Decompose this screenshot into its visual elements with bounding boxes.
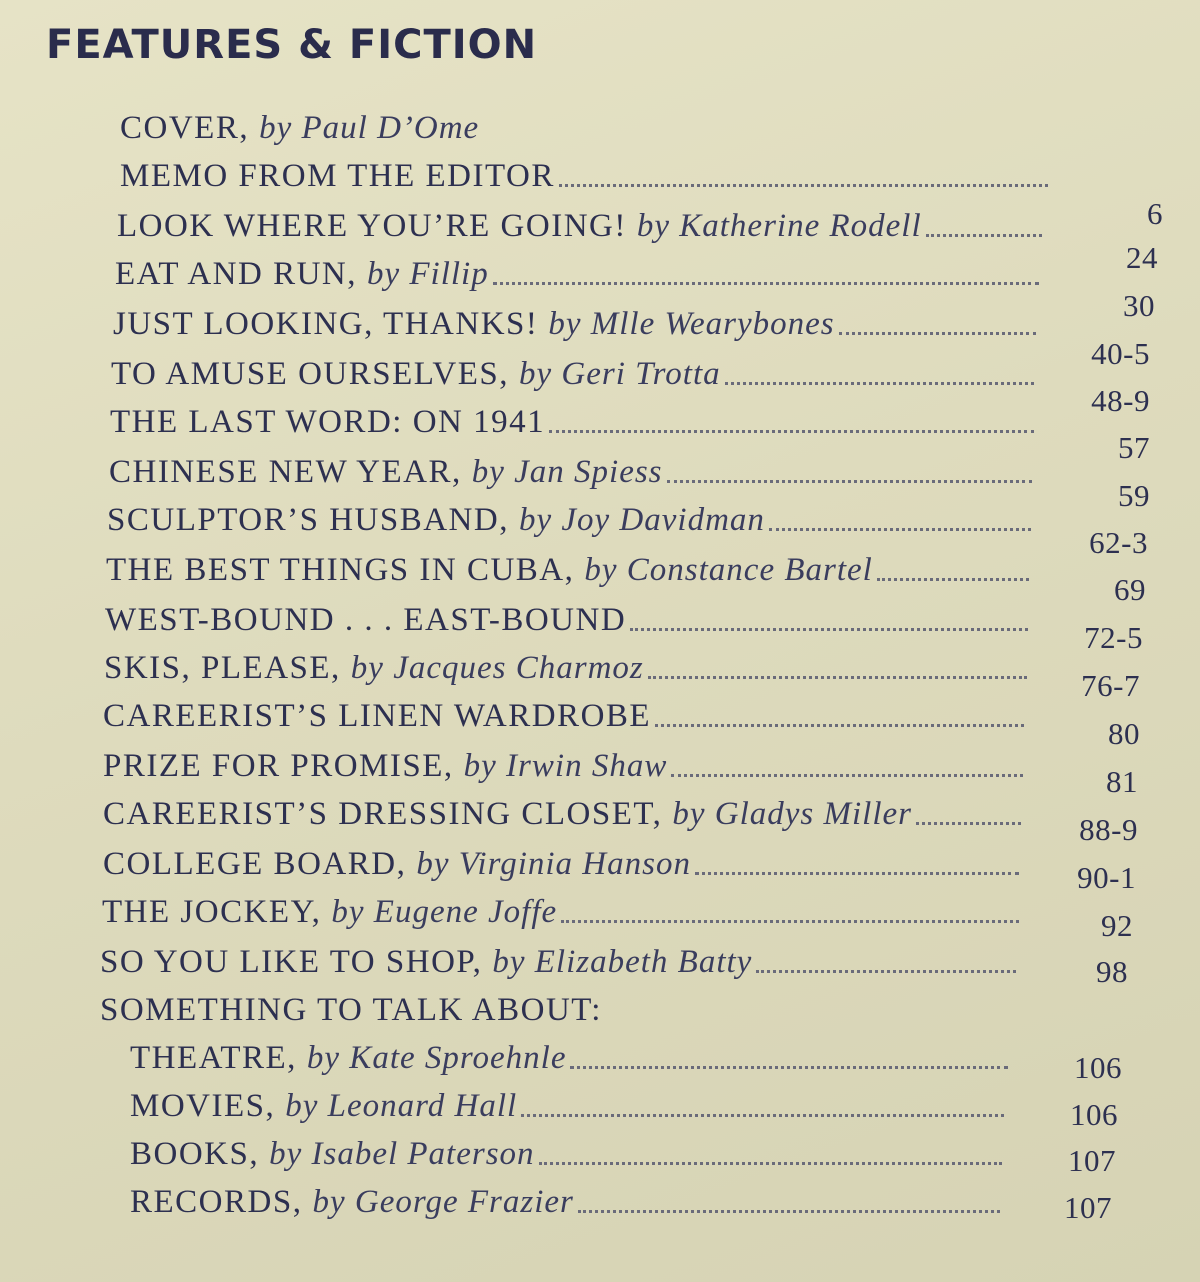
dot-leader — [559, 184, 1048, 187]
dot-leader — [521, 1114, 1004, 1117]
toc-entry — [120, 152, 1052, 196]
entry-title: BOOKS, — [130, 1136, 260, 1172]
toc-entry — [130, 1034, 1012, 1078]
entry-title: THE BEST THINGS IN CUBA, — [106, 552, 575, 588]
entry-title: CHINESE NEW YEAR, — [109, 454, 462, 490]
page-number: 106 — [1074, 1050, 1122, 1085]
page-number: 88-9 — [1079, 812, 1138, 847]
section-heading: FEATURES & FICTION — [46, 22, 538, 68]
dot-leader — [493, 282, 1039, 285]
toc-entry — [117, 202, 1046, 246]
page-number: 98 — [1096, 954, 1128, 989]
entry-byline: by Gladys Miller — [672, 796, 912, 832]
entry-title: SKIS, PLEASE, — [104, 650, 341, 686]
entry-byline: by Fillip — [367, 256, 489, 292]
dot-leader — [539, 1162, 1002, 1165]
entry-title: RECORDS, — [130, 1184, 303, 1220]
toc-entry — [109, 448, 1036, 492]
toc-entry — [103, 790, 1025, 834]
page-number: 30 — [1123, 288, 1155, 323]
entry-title: COLLEGE BOARD, — [103, 846, 407, 882]
page-number: 57 — [1118, 430, 1150, 465]
dot-leader — [630, 628, 1028, 631]
toc-entry — [111, 350, 1038, 394]
toc-entry — [103, 692, 1028, 736]
page-number: 6 — [1147, 196, 1163, 231]
entry-title: THEATRE, — [130, 1040, 297, 1076]
entry-byline: by Mlle Wearybones — [548, 306, 835, 342]
entry-byline: by Leonard Hall — [285, 1088, 518, 1124]
toc-entry — [107, 496, 1035, 540]
entry-byline: by Jacques Charmoz — [350, 650, 644, 686]
entry-byline: by Joy Davidman — [518, 502, 765, 538]
entry-byline: by Katherine Rodell — [636, 208, 922, 244]
entry-title: PRIZE FOR PROMISE, — [103, 748, 454, 784]
toc-entry — [102, 888, 1023, 932]
entry-title: COVER, — [120, 110, 250, 146]
entry-title: SCULPTOR’S HUSBAND, — [107, 502, 509, 538]
dot-leader — [769, 528, 1031, 531]
toc-entry — [100, 938, 1020, 982]
toc-entry — [113, 300, 1040, 344]
page-number: 92 — [1101, 908, 1133, 943]
toc-entry — [105, 596, 1032, 640]
dot-leader — [877, 578, 1029, 581]
page-number: 24 — [1126, 240, 1158, 275]
entry-title: THE JOCKEY, — [102, 894, 322, 930]
toc-entry — [110, 398, 1038, 442]
dot-leader — [839, 332, 1036, 335]
page-number: 48-9 — [1091, 383, 1150, 418]
toc-entry — [100, 986, 602, 1030]
entry-title: THE LAST WORD: ON 1941 — [110, 404, 546, 440]
toc-entry — [106, 546, 1033, 590]
entry-title: MEMO FROM THE EDITOR — [120, 158, 555, 194]
entry-byline: by Irwin Shaw — [463, 748, 668, 784]
dot-leader — [671, 774, 1023, 777]
dot-leader — [655, 724, 1024, 727]
entry-byline: by Kate Sproehnle — [306, 1040, 567, 1076]
dot-leader — [578, 1210, 1000, 1213]
dot-leader — [916, 822, 1021, 825]
entry-title: LOOK WHERE YOU’RE GOING! — [117, 208, 627, 244]
entry-byline: by Isabel Paterson — [269, 1136, 535, 1172]
entry-byline: by Paul D’Ome — [259, 110, 480, 146]
page-number: 59 — [1118, 478, 1150, 513]
page-number: 72-5 — [1084, 620, 1143, 655]
entry-byline: by George Frazier — [312, 1184, 574, 1220]
dot-leader — [926, 234, 1042, 237]
entry-byline: by Virginia Hanson — [416, 846, 691, 882]
toc-entry — [130, 1130, 1006, 1174]
entry-byline: by Eugene Joffe — [331, 894, 558, 930]
entry-title: CAREERIST’S DRESSING CLOSET, — [103, 796, 663, 832]
dot-leader — [549, 430, 1034, 433]
dot-leader — [570, 1066, 1008, 1069]
page-number: 81 — [1106, 764, 1138, 799]
entry-byline: by Geri Trotta — [519, 356, 721, 392]
toc-entry — [115, 250, 1043, 294]
page-number: 90-1 — [1077, 860, 1136, 895]
entry-title: SOMETHING TO TALK ABOUT: — [100, 992, 602, 1028]
dot-leader — [756, 970, 1016, 973]
page-number: 107 — [1064, 1190, 1112, 1225]
entry-title: CAREERIST’S LINEN WARDROBE — [103, 698, 652, 734]
toc-entry — [130, 1178, 1004, 1222]
entry-byline: by Jan Spiess — [471, 454, 663, 490]
toc-entry — [120, 104, 479, 148]
page-number: 106 — [1070, 1097, 1118, 1132]
page-number: 80 — [1108, 716, 1140, 751]
dot-leader — [648, 676, 1027, 679]
entry-title: MOVIES, — [130, 1088, 276, 1124]
page-number: 76-7 — [1081, 668, 1140, 703]
dot-leader — [561, 920, 1019, 923]
page-number: 62-3 — [1089, 525, 1148, 560]
toc-entry — [130, 1082, 1008, 1126]
entry-title: TO AMUSE OURSELVES, — [111, 356, 509, 392]
entry-title: JUST LOOKING, THANKS! — [113, 306, 539, 342]
toc-entry — [103, 840, 1023, 884]
page-number: 107 — [1068, 1143, 1116, 1178]
entry-title: WEST-BOUND . . . EAST-BOUND — [105, 602, 627, 638]
toc-entry — [103, 742, 1027, 786]
dot-leader — [695, 872, 1019, 875]
entry-byline: by Constance Bartel — [584, 552, 873, 588]
dot-leader — [725, 382, 1034, 385]
dot-leader — [667, 480, 1032, 483]
entry-title: EAT AND RUN, — [115, 256, 357, 292]
page-number: 69 — [1114, 572, 1146, 607]
toc-entry — [104, 644, 1031, 688]
entry-title: SO YOU LIKE TO SHOP, — [100, 944, 483, 980]
page-number: 40-5 — [1091, 336, 1150, 371]
entry-byline: by Elizabeth Batty — [492, 944, 753, 980]
